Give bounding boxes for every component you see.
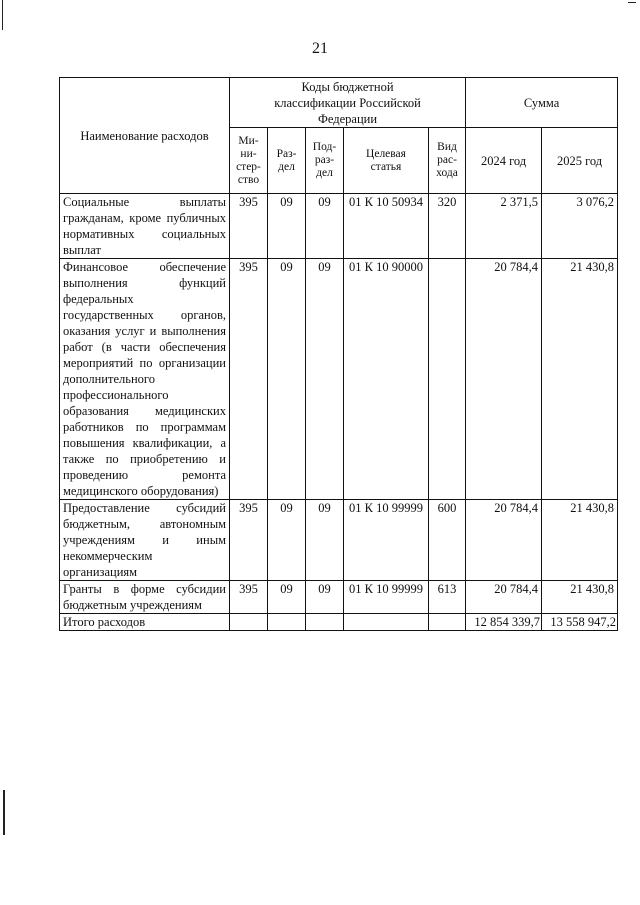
header-expense-type: Вид рас-хода [429,128,466,194]
header-ministry: Ми-ни-стер-ство [230,128,268,194]
row-name: Социальные выплаты гражданам, кроме публичных нормативных социальных выплат [60,194,230,259]
row-expense-type: 320 [429,194,466,259]
row-target: 01 К 10 99999 [344,500,429,581]
header-name: Наименование расходов [60,78,230,194]
row-sum-2025: 21 430,8 [542,581,618,614]
row-ministry: 395 [230,500,268,581]
row-ministry: 395 [230,259,268,500]
header-codes-group: Коды бюджетной классификации Российской Федерации [230,78,466,128]
row-section: 09 [268,194,306,259]
row-sum-2024: 20 784,4 [466,500,542,581]
row-name: Финансовое обеспечение выполнения функций федеральных государственных органов, оказания услуг и выполнения работ (в части обеспечения мероприятий по организации дополнительного профессионального образования медицинских работников по программам повышения квалификации, а также по приобретению и проведению ремонта медицинского оборудования) [60,259,230,500]
row-name: Гранты в форме субсидии бюджетным учреждениям [60,581,230,614]
table-row [60,194,618,259]
page-number: 21 [312,40,328,57]
header-section: Раз-дел [268,128,306,194]
total-sum-2024: 12 854 339,7 [466,614,542,631]
row-expense-type [429,259,466,500]
header-target: Целевая статья [344,128,429,194]
scan-mark-bottom-left [3,790,5,835]
row-sum-2025: 3 076,2 [542,194,618,259]
row-section: 09 [268,259,306,500]
table-row [60,259,618,500]
row-sum-2025: 21 430,8 [542,259,618,500]
table-row [60,500,618,581]
row-sum-2024: 20 784,4 [466,259,542,500]
row-target: 01 К 10 99999 [344,581,429,614]
row-subsection: 09 [306,259,344,500]
row-ministry: 395 [230,581,268,614]
scan-mark-top-right [628,2,636,3]
row-ministry: 395 [230,194,268,259]
scan-mark-top-left [2,0,3,30]
row-sum-2024: 20 784,4 [466,581,542,614]
header-sum-group: Сумма [466,78,618,128]
row-sum-2025: 21 430,8 [542,500,618,581]
row-target: 01 К 10 90000 [344,259,429,500]
total-row [60,614,618,631]
row-subsection: 09 [306,581,344,614]
row-subsection: 09 [306,194,344,259]
row-subsection: 09 [306,500,344,581]
row-name: Предоставление субсидий бюджетным, автономным учреждениям и иным некоммерческим организациям [60,500,230,581]
row-sum-2024: 2 371,5 [466,194,542,259]
expenses-table [59,77,618,631]
table-row [60,581,618,614]
row-expense-type: 613 [429,581,466,614]
header-year-2024: 2024 год [466,128,542,194]
row-section: 09 [268,581,306,614]
total-label: Итого расходов [60,614,230,631]
row-section: 09 [268,500,306,581]
total-sum-2025: 13 558 947,2 [542,614,618,631]
row-expense-type: 600 [429,500,466,581]
row-target: 01 К 10 50934 [344,194,429,259]
header-year-2025: 2025 год [542,128,618,194]
header-subsection: Под-раз-дел [306,128,344,194]
